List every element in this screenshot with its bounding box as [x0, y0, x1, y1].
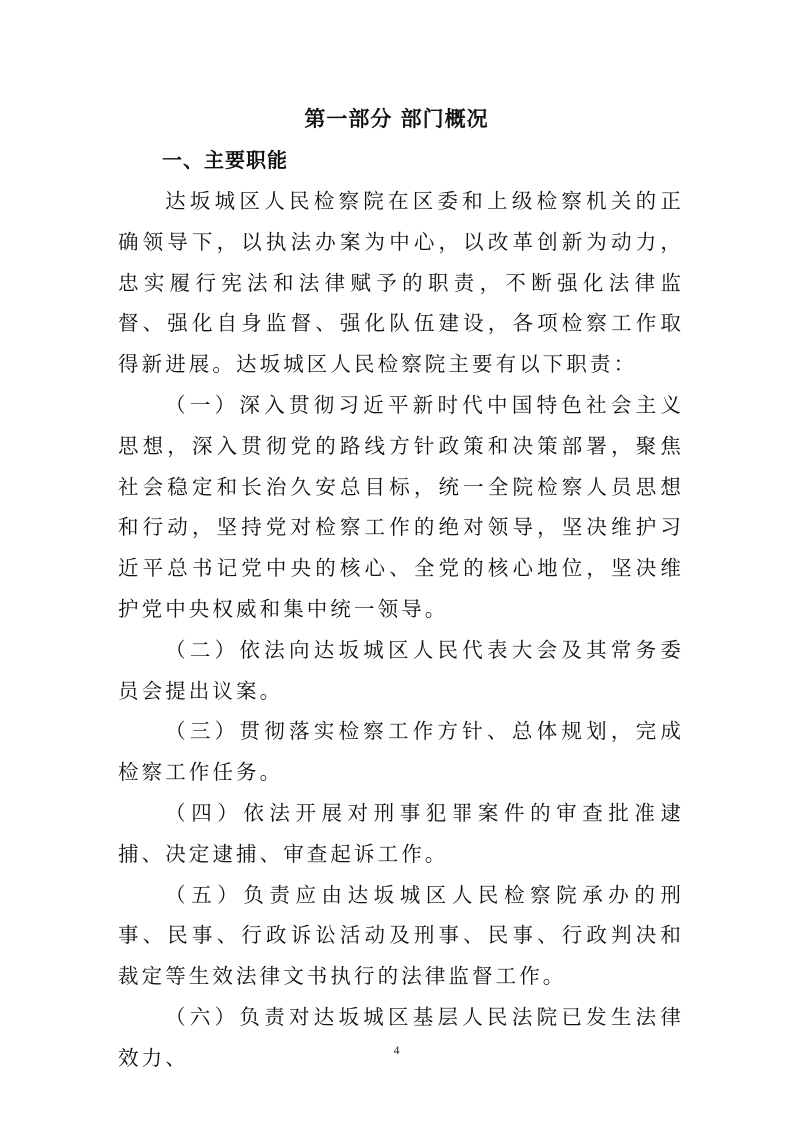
paragraph-duty-2: （二）依法向达坂城区人民代表大会及其常务委员会提出议案。: [118, 637, 684, 703]
paragraph-duty-5: （五）负责应由达坂城区人民检察院承办的刑事、民事、行政诉讼活动及刑事、民事、行政判决和裁定等生效法律文书执行的法律监督工作。: [118, 882, 684, 989]
section-heading: 一、主要职能: [162, 148, 288, 172]
paragraph-duty-3: （三）贯彻落实检察工作方针、总体规划，完成检察工作任务。: [118, 719, 684, 785]
paragraph-duty-4: （四）依法开展对刑事犯罪案件的审查批准逮捕、决定逮捕、审查起诉工作。: [118, 800, 684, 866]
paragraph-duty-6: （六）负责对达坂城区基层人民法院已发生法律效力、: [118, 1004, 684, 1070]
document-body: [118, 181, 684, 1079]
page-number: 4: [393, 1043, 400, 1057]
paragraph-intro: 达坂城区人民检察院在区委和上级检察机关的正确领导下，以执法办案为中心，以改革创新为动力，忠实履行宪法和法律赋予的职责，不断强化法律监督、强化自身监督、强化队伍建设，各项检察工作取得新进展。达坂城区人民检察院主要有以下职责：: [118, 189, 684, 377]
paragraph-duty-1: （一）深入贯彻习近平新时代中国特色社会主义思想，深入贯彻党的路线方针政策和决策部署，聚焦社会稳定和长治久安总目标，统一全院检察人员思想和行动，坚持党对检察工作的绝对领导，坚决维护习近平总书记党中央的核心、全党的核心地位，坚决维护党中央权威和集中统一领导。: [118, 392, 684, 621]
page-title: 第一部分 部门概况: [304, 107, 489, 131]
